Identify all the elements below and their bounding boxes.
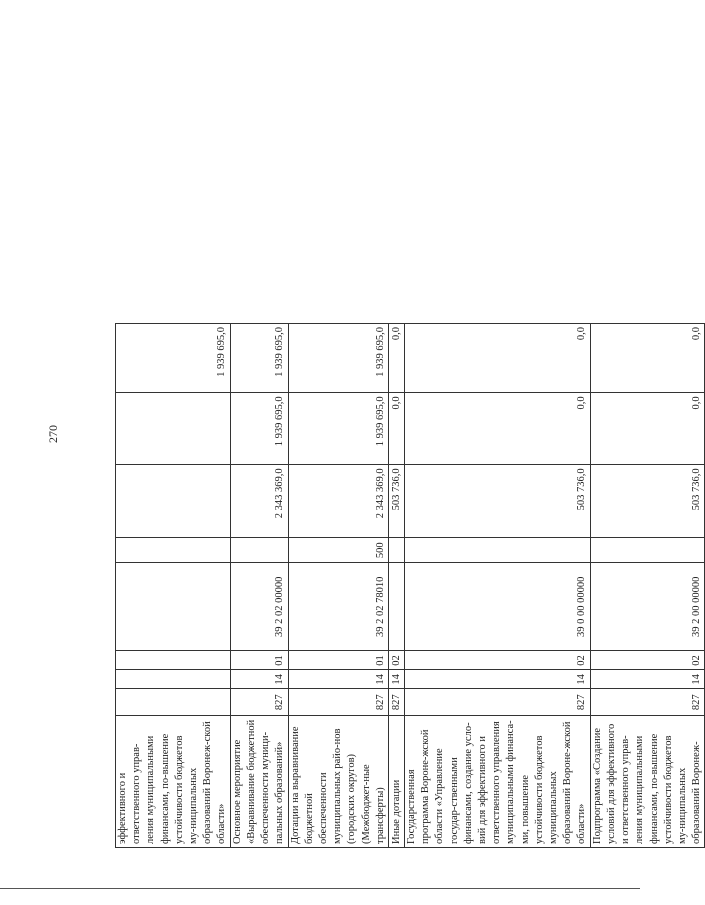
- sum-year2-cell: [116, 393, 231, 465]
- sum-year1-cell: [116, 465, 231, 538]
- budget-table: [115, 323, 705, 848]
- pr-cell: [116, 651, 231, 670]
- table-row: [389, 324, 405, 848]
- sum-year3-cell: 1 939 695,0: [230, 324, 288, 393]
- pr-cell: 01: [288, 651, 388, 670]
- sum-year1-cell: 2 343 369,0: [288, 465, 388, 538]
- sum-year3-cell: 1 939 695,0: [116, 324, 231, 393]
- vr-cell: [116, 538, 231, 563]
- sum-year3-cell: 1 939 695,0: [288, 324, 388, 393]
- rz-cell: [116, 670, 231, 689]
- row-name-cell: Дотации на выравнивание бюджетной обеспеченности муниципальных райо-нов (городских округов) (Межбюджет-ные трансферты): [288, 716, 388, 848]
- sum-year2-cell: 0,0: [590, 393, 705, 465]
- pr-cell: 01: [230, 651, 288, 670]
- row-name-cell: Подпрограмма «Создание условий для эффективного и ответственного управ-ления муниципальными финансами, по-вышение устойчивости бюджетов му-ниципальных образований Воронеж-: [590, 716, 705, 848]
- table-row: [116, 324, 231, 848]
- rz-cell: 14: [389, 670, 405, 689]
- gr-cell: [116, 689, 231, 716]
- table-row: [230, 324, 288, 848]
- csr-cell: [389, 563, 405, 651]
- pr-cell: 02: [590, 651, 705, 670]
- sum-year2-cell: 0,0: [389, 393, 405, 465]
- sum-year1-cell: 2 343 369,0: [230, 465, 288, 538]
- row-name-cell: Государственная программа Вороне-жской области «Управление государ-ственными финансами, создание усло-вий для эффективного и ответственного управления муниципальными финанса-ми, повышение устойчивости бюджетов муниципальных образований Вороне-жской области»: [405, 716, 591, 848]
- sum-year1-cell: 503 736,0: [590, 465, 705, 538]
- csr-cell: 39 2 02 00000: [230, 563, 288, 651]
- vr-cell: 500: [288, 538, 388, 563]
- gr-cell: 827: [230, 689, 288, 716]
- vr-cell: [389, 538, 405, 563]
- csr-cell: [116, 563, 231, 651]
- sum-year3-cell: 0,0: [590, 324, 705, 393]
- csr-cell: 39 2 00 00000: [590, 563, 705, 651]
- vr-cell: [405, 538, 591, 563]
- gr-cell: 827: [389, 689, 405, 716]
- sum-year2-cell: 0,0: [405, 393, 591, 465]
- rz-cell: 14: [288, 670, 388, 689]
- rz-cell: 14: [230, 670, 288, 689]
- pr-cell: 02: [405, 651, 591, 670]
- sum-year1-cell: 503 736,0: [405, 465, 591, 538]
- sum-year2-cell: 1 939 695,0: [230, 393, 288, 465]
- row-name-cell: Иные дотации: [389, 716, 405, 848]
- table-row: [288, 324, 388, 848]
- pr-cell: 02: [389, 651, 405, 670]
- page-bottom-rule: [0, 888, 640, 889]
- gr-cell: 827: [405, 689, 591, 716]
- sum-year3-cell: 0,0: [405, 324, 591, 393]
- table-row: [590, 324, 705, 848]
- budget-table-wrapper: [115, 323, 705, 848]
- csr-cell: 39 2 02 78010: [288, 563, 388, 651]
- sum-year3-cell: 0,0: [389, 324, 405, 393]
- vr-cell: [590, 538, 705, 563]
- rz-cell: 14: [405, 670, 591, 689]
- gr-cell: 827: [288, 689, 388, 716]
- sum-year2-cell: 1 939 695,0: [288, 393, 388, 465]
- rz-cell: 14: [590, 670, 705, 689]
- gr-cell: 827: [590, 689, 705, 716]
- table-row: [405, 324, 591, 848]
- sum-year1-cell: 503 736,0: [389, 465, 405, 538]
- row-name-cell: Основное мероприятие «Выравнивание бюджетной обеспеченности муници-пальных образований»: [230, 716, 288, 848]
- page-number: 270: [46, 425, 60, 443]
- vr-cell: [230, 538, 288, 563]
- csr-cell: 39 0 00 00000: [405, 563, 591, 651]
- row-name-cell: эффективного и ответственного управ-ления муниципальными финансами, по-вышение устойчивости бюджетов му-ниципальных образований Воронеж-ской области»: [116, 716, 231, 848]
